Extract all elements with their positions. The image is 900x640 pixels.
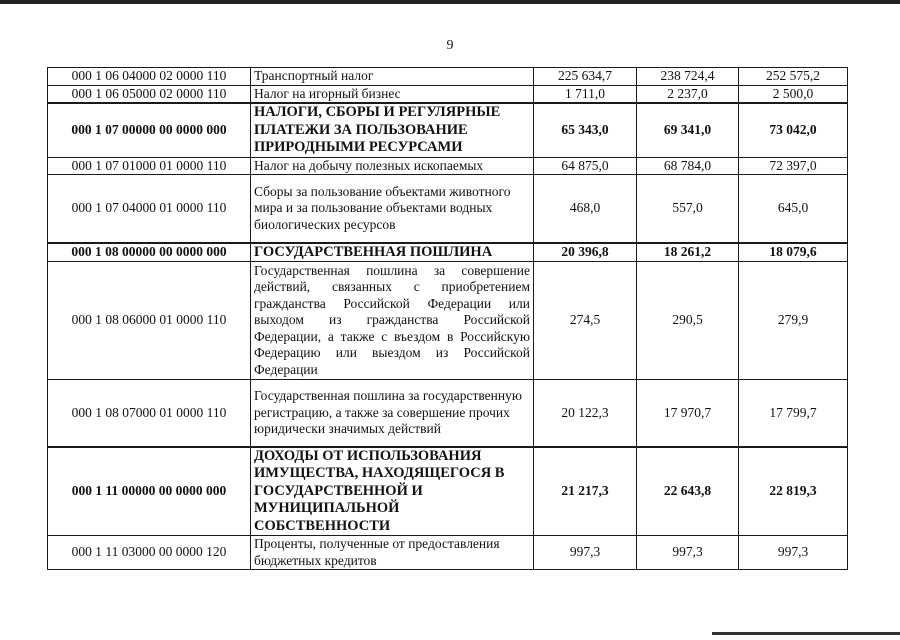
- value-year-2-cell: 17 970,7: [637, 380, 739, 447]
- value-year-3-cell: 17 799,7: [739, 380, 848, 447]
- table-row: [48, 85, 848, 103]
- value-year-2-cell: 68 784,0: [637, 157, 739, 175]
- value-year-3-cell: 18 079,6: [739, 243, 848, 262]
- budget-code-cell: 000 1 08 07000 01 0000 110: [48, 380, 251, 447]
- value-year-3-cell: 2 500,0: [739, 85, 848, 103]
- value-year-1-cell: 21 217,3: [534, 447, 637, 536]
- table-row: [48, 262, 848, 380]
- revenue-name-cell: Налог на игорный бизнес: [251, 85, 534, 103]
- table-row: [48, 157, 848, 175]
- value-year-3-cell: 72 397,0: [739, 157, 848, 175]
- budget-code-cell: 000 1 11 03000 00 0000 120: [48, 536, 251, 570]
- value-year-3-cell: 645,0: [739, 175, 848, 243]
- budget-code-cell: 000 1 11 00000 00 0000 000: [48, 447, 251, 536]
- page-bottom-rule: [712, 632, 900, 635]
- revenue-name-cell: Транспортный налог: [251, 68, 534, 86]
- budget-code-cell: 000 1 06 04000 02 0000 110: [48, 68, 251, 86]
- budget-code-cell: 000 1 07 01000 01 0000 110: [48, 157, 251, 175]
- value-year-3-cell: 997,3: [739, 536, 848, 570]
- revenue-name-cell: Государственная пошлина за государственную регистрацию, а также за совершение прочих юридически значимых действий: [251, 380, 534, 447]
- value-year-2-cell: 557,0: [637, 175, 739, 243]
- table-row: [48, 380, 848, 447]
- page-top-edge: [0, 0, 900, 4]
- value-year-3-cell: 22 819,3: [739, 447, 848, 536]
- revenue-name-cell: Сборы за пользование объектами животного мира и за пользование объектами водных биологических ресурсов: [251, 175, 534, 243]
- value-year-1-cell: 274,5: [534, 262, 637, 380]
- value-year-1-cell: 20 122,3: [534, 380, 637, 447]
- table-row: [48, 175, 848, 243]
- value-year-2-cell: 2 237,0: [637, 85, 739, 103]
- value-year-3-cell: 73 042,0: [739, 103, 848, 157]
- table-row-section: [48, 447, 848, 536]
- budget-code-cell: 000 1 08 06000 01 0000 110: [48, 262, 251, 380]
- value-year-1-cell: 468,0: [534, 175, 637, 243]
- value-year-1-cell: 64 875,0: [534, 157, 637, 175]
- table-row-section: [48, 103, 848, 157]
- revenue-name-cell: Государственная пошлина за совершение действий, связанных с приобретением гражданства Российской Федерации или выходом из гражданства Российской Федерации, а также с въездом в Российскую Федерацию или выездом из Российской Федерации: [251, 262, 534, 380]
- revenue-name-cell: Проценты, полученные от предоставления бюджетных кредитов: [251, 536, 534, 570]
- table-row: [48, 68, 848, 86]
- table-row-section: [48, 243, 848, 262]
- page-number: 9: [446, 38, 454, 53]
- value-year-1-cell: 225 634,7: [534, 68, 637, 86]
- value-year-2-cell: 238 724,4: [637, 68, 739, 86]
- budget-code-cell: 000 1 06 05000 02 0000 110: [48, 85, 251, 103]
- budget-code-cell: 000 1 07 04000 01 0000 110: [48, 175, 251, 243]
- value-year-2-cell: 290,5: [637, 262, 739, 380]
- value-year-1-cell: 1 711,0: [534, 85, 637, 103]
- value-year-1-cell: 65 343,0: [534, 103, 637, 157]
- budget-code-cell: 000 1 07 00000 00 0000 000: [48, 103, 251, 157]
- value-year-2-cell: 22 643,8: [637, 447, 739, 536]
- value-year-3-cell: 279,9: [739, 262, 848, 380]
- revenue-name-cell: ДОХОДЫ ОТ ИСПОЛЬЗОВАНИЯ ИМУЩЕСТВА, НАХОДЯЩЕГОСЯ В ГОСУДАРСТВЕННОЙ И МУНИЦИПАЛЬНОЙ СОБСТВЕННОСТИ: [251, 447, 534, 536]
- budget-code-cell: 000 1 08 00000 00 0000 000: [48, 243, 251, 262]
- revenue-name-cell: Налог на добычу полезных ископаемых: [251, 157, 534, 175]
- value-year-2-cell: 18 261,2: [637, 243, 739, 262]
- value-year-3-cell: 252 575,2: [739, 68, 848, 86]
- revenue-table: [47, 67, 848, 570]
- value-year-2-cell: 69 341,0: [637, 103, 739, 157]
- value-year-2-cell: 997,3: [637, 536, 739, 570]
- value-year-1-cell: 20 396,8: [534, 243, 637, 262]
- value-year-1-cell: 997,3: [534, 536, 637, 570]
- table-row: [48, 536, 848, 570]
- revenue-name-cell: НАЛОГИ, СБОРЫ И РЕГУЛЯРНЫЕ ПЛАТЕЖИ ЗА ПОЛЬЗОВАНИЕ ПРИРОДНЫМИ РЕСУРСАМИ: [251, 103, 534, 157]
- revenue-name-cell: ГОСУДАРСТВЕННАЯ ПОШЛИНА: [251, 243, 534, 262]
